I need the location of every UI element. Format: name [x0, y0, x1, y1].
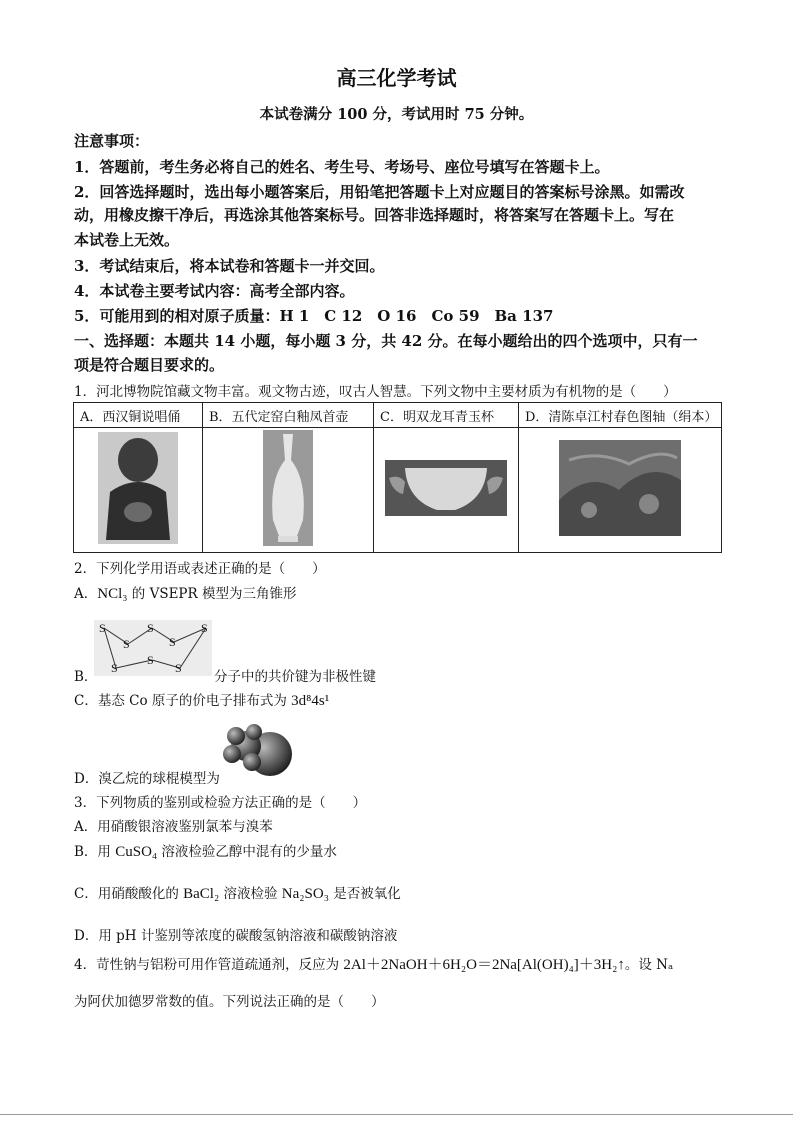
co-electron-config: 3d⁸4s¹ — [291, 693, 330, 709]
notice-heading: 注意事项： — [74, 132, 150, 150]
notice-line: 本试卷上无效。 — [74, 231, 180, 249]
option-b-label: B．五代定窑白釉凤首壶 — [203, 403, 374, 428]
option-c-label: C．明双龙耳青玉杯 — [374, 403, 519, 428]
notice-line: 动，用橡皮擦干净后，再选涂其他答案标号。回答非选择题时，将答案写在答题卡上。写在 — [74, 206, 675, 224]
question-2-stem: 2．下列化学用语或表述正确的是（ ） — [74, 561, 326, 577]
notice-line: 4．本试卷主要考试内容：高考全部内容。 — [74, 282, 355, 300]
question-3-option-a: A．用硝酸银溶液鉴别氯苯与溴苯 — [74, 819, 273, 835]
notice-line: 3．考试结束后，将本试卷和答题卡一并交回。 — [74, 257, 385, 275]
question-3-option-b — [74, 840, 337, 861]
section-heading: 项是符合题目要求的。 — [74, 356, 225, 374]
sulfur-atom-label: S — [123, 637, 130, 651]
bronze-figurine-image — [74, 428, 203, 553]
white-glazed-ewer-image — [203, 428, 374, 553]
option-d-label: D．清陈卓江村春色图轴（绢本） — [519, 403, 722, 428]
page-title: 高三化学考试 — [336, 66, 457, 90]
option-prefix: A． — [74, 586, 98, 602]
question-3-stem: 3．下列物质的鉴别或检验方法正确的是（ ） — [74, 795, 367, 811]
question-2-option-a — [74, 582, 296, 603]
sulfur-atom-label: S — [169, 635, 176, 649]
page-bottom-rule — [0, 1114, 793, 1115]
option-text: 溶液检验 — [219, 886, 282, 902]
question-3-option-c — [74, 882, 401, 903]
sulfur-atom-label: S — [111, 661, 118, 675]
question-2-option-d: D．溴乙烷的球棍模型为 — [74, 771, 220, 787]
sulfur-atom-label: S — [201, 621, 208, 635]
exam-info: 本试卷满分 100 分，考试用时 75 分钟。 — [259, 106, 534, 123]
question-4-stem-line-2: 为阿伏加德罗常数的值。下列说法正确的是（ ） — [74, 994, 385, 1010]
option-text: 的 VSEPR 模型为三角锥形 — [127, 586, 297, 602]
option-text: 溶液检验乙醇中混有的少量水 — [157, 844, 337, 860]
sulfur-atom-label: S — [147, 621, 154, 635]
option-text: B．用 — [74, 844, 116, 860]
s8-ring-structure — [94, 620, 212, 676]
question-4-stem — [74, 953, 673, 974]
bromoethane-ball-stick-model — [220, 722, 294, 780]
question-2-option-b-prefix: B． — [74, 669, 98, 685]
notice-line: 2．回答选择题时，选出每小题答案后，用铅笔把答题卡上对应题目的答案标号涂黑。如需改 — [74, 183, 685, 201]
question-2-option-b-text: 分子中的共价键为非极性键 — [214, 669, 376, 685]
sulfur-atom-label: S — [99, 621, 106, 635]
question-3-option-d: D．用 pH 计鉴别等浓度的碳酸氢钠溶液和碳酸钠溶液 — [74, 928, 398, 944]
option-a-label: A．西汉铜说唱俑 — [74, 403, 203, 428]
na2so3-formula: Na₂SO₃ — [281, 886, 329, 902]
option-text: C．用硝酸酸化的 — [74, 886, 184, 902]
jade-cup-image — [374, 428, 519, 553]
option-text: 是否被氧化 — [328, 886, 401, 902]
cuso4-formula: CuSO₄ — [115, 844, 158, 860]
sulfur-atom-label: S — [175, 661, 182, 675]
question-1-stem: 1．河北博物院馆藏文物丰富。观文物古迹，叹古人智慧。下列文物中主要材质为有机物的是（ ） — [74, 384, 677, 400]
artifact-table — [73, 402, 722, 553]
question-2-option-c — [74, 689, 329, 710]
stem-text: 。设 Nₐ — [624, 957, 674, 973]
silk-painting-image — [519, 428, 722, 553]
reaction-equation: 2Al＋2NaOH＋6H₂O＝2Na[Al(OH)₄]＋3H₂↑ — [343, 957, 625, 973]
bacl2-formula: BaCl₂ — [183, 886, 220, 902]
option-text: C．基态 Co 原子的价电子排布式为 — [74, 693, 292, 709]
section-heading: 一、选择题：本题共 14 小题，每小题 3 分，共 42 分。在每小题给出的四个选项中，只有一 — [74, 332, 698, 350]
ncl3-formula: NCl₃ — [97, 586, 128, 602]
sulfur-atom-label: S — [147, 653, 154, 667]
notice-line: 1．答题前，考生务必将自己的姓名、考生号、考场号、座位号填写在答题卡上。 — [74, 158, 610, 176]
notice-line: 5．可能用到的相对原子质量：H 1 C 12 O 16 Co 59 Ba 137 — [74, 307, 554, 325]
stem-text: 4．苛性钠与铝粉可用作管道疏通剂，反应为 — [74, 957, 344, 973]
